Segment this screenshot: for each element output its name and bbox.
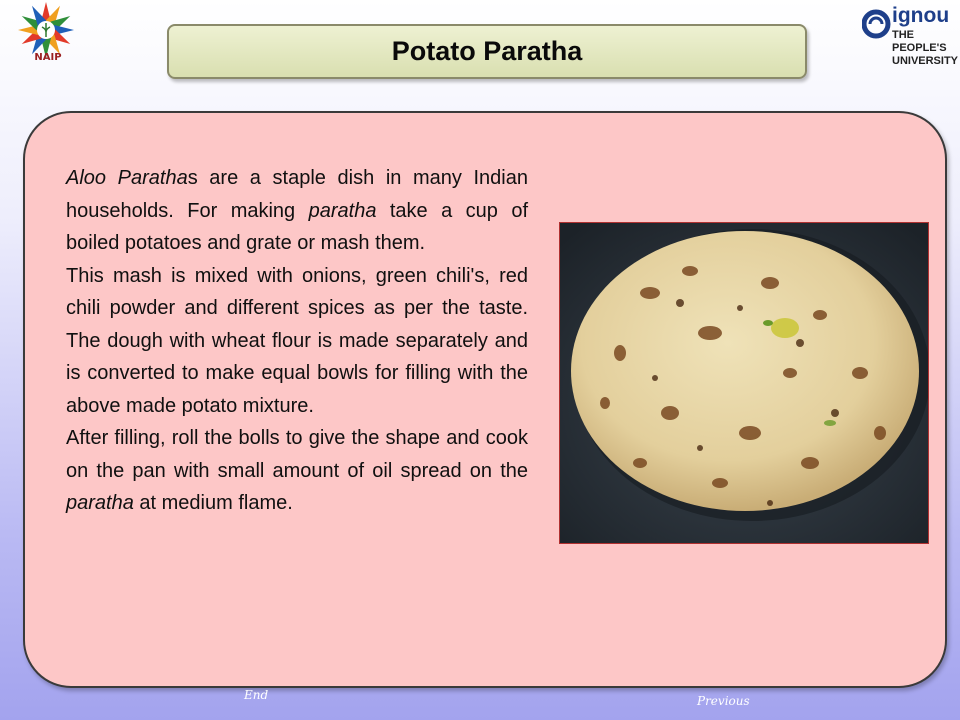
paragraph-run: This mash is mixed with onions, green chili's, red chili powder and different spices as per the taste. The dough with wheat flour is made separately and is converted to make equal bowls for filling with the above made potato mixture. <box>66 264 528 417</box>
page-title: Potato Paratha <box>391 36 583 66</box>
ignou-tagline-line-1: THE PEOPLE'S <box>892 29 947 54</box>
paragraph-run: s are a staple dish in many Indian households. For making <box>66 167 528 222</box>
paragraph-run: take a cup of boiled potatoes and grate or mash them. <box>66 199 528 254</box>
paragraph-run: After filling, roll the bolls to give the shape and cook on the pan with small amount of oil spread on the <box>66 427 528 482</box>
ignou-logo-tagline <box>892 29 960 68</box>
naip-logo-text: NAIP <box>34 52 62 63</box>
ignou-tagline-line-2: UNIVERSITY <box>892 55 959 67</box>
aloo-paratha-photo <box>559 222 929 544</box>
paragraph-run: Aloo Paratha <box>66 167 188 189</box>
description-paragraph-1 <box>66 162 528 260</box>
end-link[interactable]: End <box>244 688 269 702</box>
description-paragraph-2 <box>66 260 528 423</box>
previous-link[interactable]: Previous <box>697 694 750 708</box>
paratha-illustration <box>560 223 929 544</box>
title-banner <box>167 24 807 79</box>
ignou-logo-name: ignou <box>892 4 950 27</box>
paragraph-run: paratha <box>308 199 377 222</box>
description-paragraph-3 <box>66 422 528 520</box>
recipe-description <box>66 162 528 520</box>
paragraph-run: at medium flame. <box>133 492 293 514</box>
paragraph-run: paratha <box>66 492 134 514</box>
